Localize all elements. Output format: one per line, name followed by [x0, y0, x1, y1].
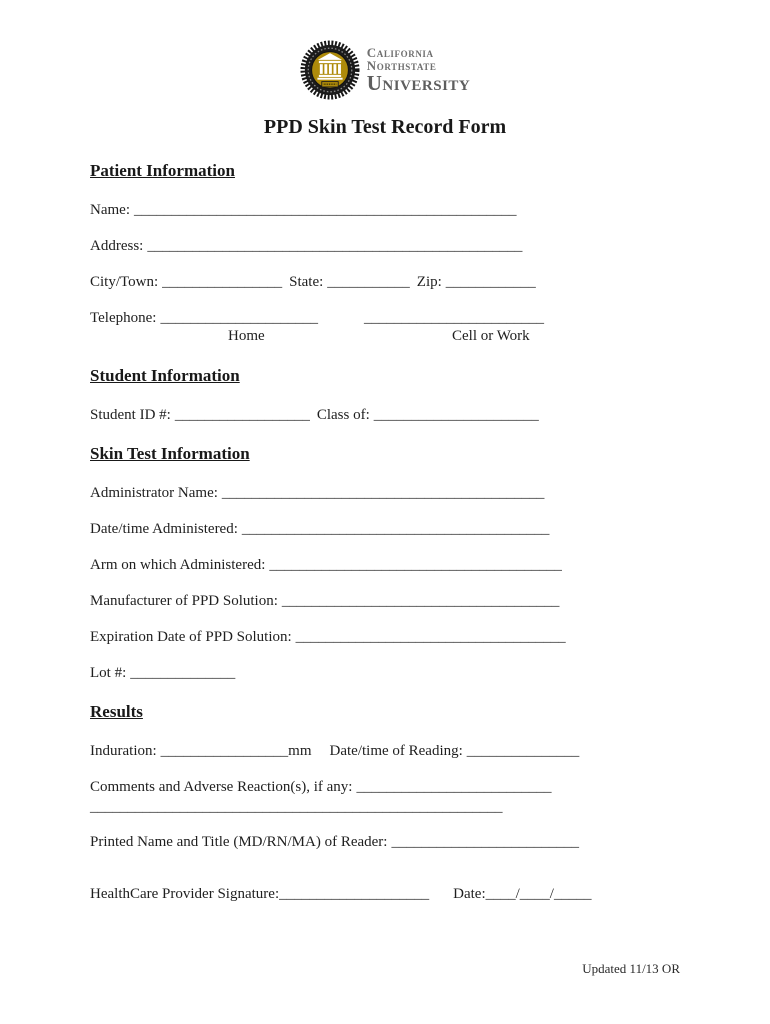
field-datetime-administered	[90, 520, 680, 539]
administrator-name-blank: ___________________________________________	[221, 485, 545, 501]
section-heading-student-information: Student Information	[90, 366, 240, 385]
university-seal-icon	[300, 40, 360, 100]
name-blank: ___________________________________________________	[133, 202, 517, 218]
expiration-date-label: Expiration Date of PPD Solution:	[90, 629, 292, 645]
zip-blank: ____________	[445, 274, 536, 290]
field-lot-number	[90, 664, 680, 683]
university-logo	[0, 0, 770, 100]
city-blank: ________________	[162, 274, 283, 290]
class-of-label: Class of:	[316, 407, 370, 423]
provider-signature-blank: ____________________	[279, 886, 430, 902]
student-id-blank: __________________	[174, 407, 310, 423]
wordmark-line1: California	[366, 45, 434, 60]
date-label: Date:	[453, 886, 486, 902]
telephone-label: Telephone:	[90, 310, 157, 326]
comments-blank-2: _______________________________________________________	[90, 799, 503, 815]
reading-blank: _______________	[466, 743, 580, 759]
expiration-date-blank: ____________________________________	[295, 629, 566, 645]
induration-unit: mm	[288, 743, 312, 759]
reading-label: Date/time of Reading:	[329, 743, 463, 759]
class-of-blank: ______________________	[373, 407, 539, 423]
address-blank: __________________________________________________	[147, 238, 523, 254]
printed-name-blank: _________________________	[391, 834, 579, 850]
name-label: Name:	[90, 202, 130, 218]
datetime-administered-label: Date/time Administered:	[90, 521, 238, 537]
field-administrator-name	[90, 484, 680, 503]
home-caption: Home	[228, 328, 265, 344]
university-wordmark	[367, 46, 471, 94]
form-body	[0, 160, 770, 904]
telephone-captions	[90, 328, 680, 347]
field-induration-reading	[90, 742, 680, 761]
field-arm-administered	[90, 556, 680, 575]
comments-blank: __________________________	[356, 779, 552, 795]
datetime-administered-blank: _________________________________________	[241, 521, 550, 537]
field-name	[90, 201, 680, 220]
telephone-cell-blank: ________________________	[363, 310, 544, 326]
page-title: PPD Skin Test Record Form	[263, 116, 507, 138]
comments-label: Comments and Adverse Reaction(s), if any:	[90, 779, 353, 795]
student-id-label: Student ID #:	[90, 407, 171, 423]
induration-blank: _________________	[160, 743, 289, 759]
lot-number-label: Lot #:	[90, 665, 127, 681]
field-manufacturer	[90, 592, 680, 611]
date-blank: ____/____/_____	[485, 886, 592, 902]
zip-label: Zip:	[416, 274, 442, 290]
state-blank: ___________	[327, 274, 410, 290]
provider-signature-label: HealthCare Provider Signature:	[90, 886, 280, 902]
address-label: Address:	[90, 238, 144, 254]
wordmark-line3: University	[366, 71, 471, 95]
arm-administered-blank: _______________________________________	[269, 557, 562, 573]
field-city-state-zip	[90, 273, 680, 292]
wordmark-line2: Northstate	[366, 58, 437, 73]
field-telephone	[90, 309, 680, 328]
section-heading-skin-test-information: Skin Test Information	[90, 444, 250, 463]
field-expiration-date	[90, 628, 680, 647]
section-heading-results: Results	[90, 702, 143, 721]
city-label: City/Town:	[90, 274, 159, 290]
footer-updated-note: Updated 11/13 OR	[582, 961, 680, 976]
cell-or-work-caption: Cell or Work	[452, 328, 530, 344]
field-provider-signature-date	[90, 885, 680, 904]
field-student-id-class	[90, 406, 680, 425]
telephone-home-blank: _____________________	[160, 310, 318, 326]
induration-label: Induration:	[90, 743, 157, 759]
manufacturer-blank: _____________________________________	[281, 593, 560, 609]
field-printed-name-reader	[90, 833, 680, 852]
lot-number-blank: ______________	[130, 665, 236, 681]
section-heading-patient-information: Patient Information	[90, 161, 235, 180]
printed-name-label: Printed Name and Title (MD/RN/MA) of Reader:	[90, 834, 388, 850]
state-label: State:	[289, 274, 324, 290]
arm-administered-label: Arm on which Administered:	[90, 557, 266, 573]
administrator-name-label: Administrator Name:	[90, 485, 218, 501]
field-address	[90, 237, 680, 256]
manufacturer-label: Manufacturer of PPD Solution:	[90, 593, 278, 609]
field-comments	[90, 778, 680, 797]
comments-continuation-line	[90, 798, 680, 817]
